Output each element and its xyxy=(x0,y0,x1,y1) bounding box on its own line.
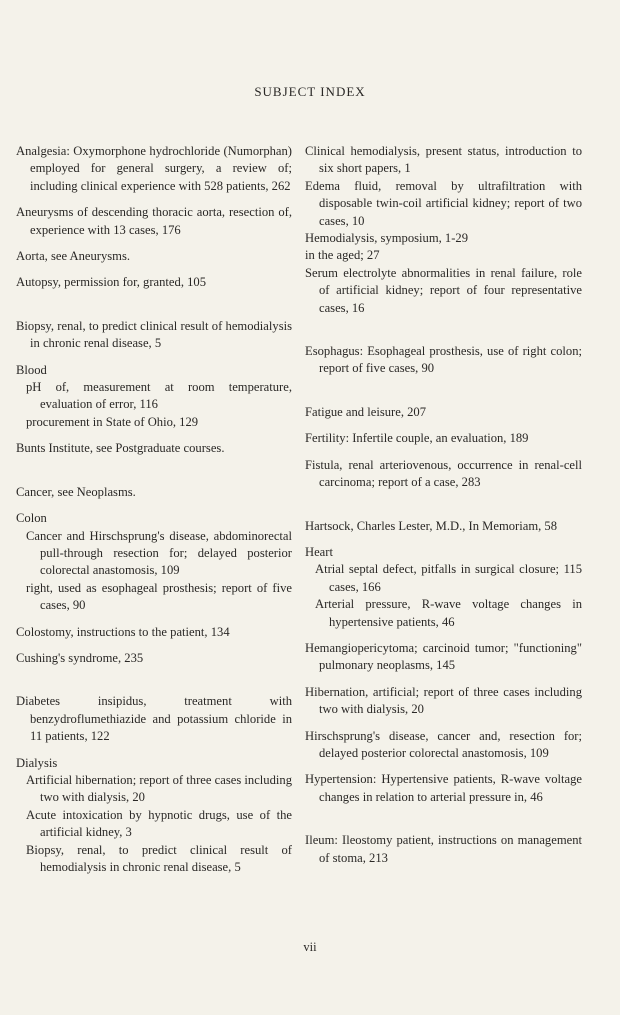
index-subentry-blood-ph: pH of, measurement at room temperature, evaluation of error, 116 xyxy=(26,380,292,412)
index-entry-biopsy: Biopsy, renal, to predict clinical result of hemodialysis in chronic renal disease, 5 xyxy=(16,318,292,351)
index-entry-analgesia: Analgesia: Oxymorphone hydrochloride (Numorphan) employed for general surgery, a review of; including clinical experience with 528 patients, 262 xyxy=(16,144,292,193)
index-entry-hemangiopericytoma: Hemangiopericytoma; carcinoid tumor; "functioning" pulmonary neoplasms, 145 xyxy=(305,640,582,673)
index-subentry-blood-procurement: procurement in State of Ohio, 129 xyxy=(26,414,199,429)
index-entry-cushing: Cushing's syndrome, 235 xyxy=(16,650,144,665)
index-entry-in-the-aged: in the aged; 27 xyxy=(305,248,380,263)
index-entry-colostomy: Colostomy, instructions to the patient, 134 xyxy=(16,624,230,639)
index-entry-hirschsprung: Hirschsprung's disease, cancer and, resection for; delayed posterior colorectal anastomosis, 109 xyxy=(305,728,582,760)
index-subentry-heart-arterial: Arterial pressure, R-wave voltage changes in hypertensive patients, 46 xyxy=(315,597,582,629)
index-entry-colon: Colon xyxy=(16,511,47,526)
index-entry-clinical-hemodialysis: Clinical hemodialysis, present status, introduction to six short papers, 1 xyxy=(305,144,582,176)
index-column-left xyxy=(16,143,292,876)
index-entry-heart: Heart xyxy=(305,544,333,559)
index-entry-blood: Blood xyxy=(16,362,47,377)
index-entry-autopsy: Autopsy, permission for, granted, 105 xyxy=(16,275,207,290)
index-entry-hartsock: Hartsock, Charles Lester, M.D., In Memoriam, 58 xyxy=(305,518,558,533)
index-entry-hemodialysis-symposium: Hemodialysis, symposium, 1-29 xyxy=(305,231,469,246)
index-entry-dialysis: Dialysis xyxy=(16,755,58,770)
index-entry-fatigue: Fatigue and leisure, 207 xyxy=(305,404,427,419)
index-entry-hypertension: Hypertension: Hypertensive patients, R-wave voltage changes in relation to arterial pressure in, 46 xyxy=(305,772,582,804)
index-entry-serum: Serum electrolyte abnormalities in renal failure, role of artificial kidney; report of four representative cases, 16 xyxy=(305,265,582,315)
index-entry-diabetes: Diabetes insipidus, treatment with benzydroflumethiazide and potassium chloride in 11 patients, 122 xyxy=(16,694,292,744)
index-entry-cancer: Cancer, see Neoplasms. xyxy=(16,484,136,499)
index-entry-esophagus: Esophagus: Esophageal prosthesis, use of right colon; report of five cases, 90 xyxy=(305,344,582,376)
index-subentry-dialysis-hibernation: Artificial hibernation; report of three cases including two with dialysis, 20 xyxy=(26,772,292,805)
index-subentry-dialysis-acute: Acute intoxication by hypnotic drugs, use of the artificial kidney, 3 xyxy=(26,807,292,840)
index-entry-fistula: Fistula, renal arteriovenous, occurrence in renal-cell carcinoma; report of a case, 283 xyxy=(305,457,582,490)
index-subentry-colon-right: right, used as esophageal prosthesis; report of five cases, 90 xyxy=(26,580,292,613)
index-subentry-dialysis-biopsy: Biopsy, renal, to predict clinical result of hemodialysis in chronic renal disease, 5 xyxy=(26,842,292,874)
index-entry-aorta: Aorta, see Aneurysms. xyxy=(16,249,131,264)
page-number: vii xyxy=(303,940,317,954)
index-entry-hibernation: Hibernation, artificial; report of three cases including two with dialysis, 20 xyxy=(305,684,582,717)
index-entry-aneurysms: Aneurysms of descending thoracic aorta, resection of, experience with 13 cases, 176 xyxy=(16,205,292,237)
index-subentry-heart-atrial: Atrial septal defect, pitfalls in surgical closure; 115 cases, 166 xyxy=(315,562,582,594)
index-column-right xyxy=(305,143,582,867)
page-title: SUBJECT INDEX xyxy=(254,84,366,99)
index-entry-edema: Edema fluid, removal by ultrafiltration with disposable twin-coil artificial kidney; report of two cases, 10 xyxy=(305,178,582,228)
index-entry-bunts: Bunts Institute, see Postgraduate courses. xyxy=(16,441,225,456)
index-entry-fertility: Fertility: Infertile couple, an evaluation, 189 xyxy=(305,431,529,446)
index-entry-ileum: Ileum: Ileostomy patient, instructions on management of stoma, 213 xyxy=(305,833,582,865)
index-subentry-colon-cancer: Cancer and Hirschsprung's disease, abdominorectal pull-through resection for; delayed posterior colorectal anastomosis, 109 xyxy=(26,528,292,578)
